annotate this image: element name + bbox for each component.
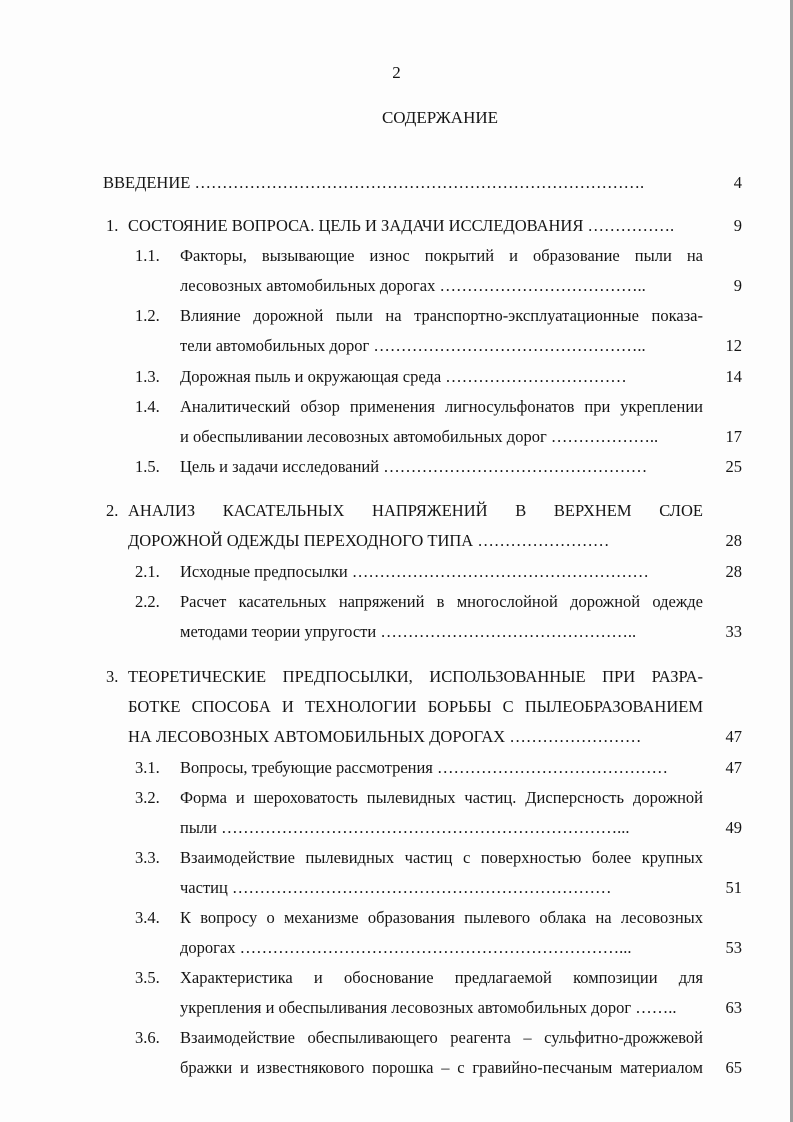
toc-subsection-page: 65 [725,1058,742,1077]
toc-subsection-number: 1.5. [135,457,160,476]
toc-entry-page: 4 [733,173,742,192]
toc-subsection-line: Взаимодействие пылевидных частиц с поверхностью более крупных [180,848,703,867]
toc-subsection-line: тели автомобильных дорог ………………………………………….. [180,336,646,355]
toc-subsection-line: К вопросу о механизме образования пылевого облака на лесовозных [180,908,703,927]
toc-subsection-number: 3.1. [135,758,160,777]
toc-subsection-page: 53 [725,938,742,957]
toc-subsection-number: 2.2. [135,592,160,611]
toc-section-title: ДОРОЖНОЙ ОДЕЖДЫ ПЕРЕХОДНОГО ТИПА …………………… [128,531,610,550]
toc-subsection-line: Влияние дорожной пыли на транспортно-эксплуатационные показа- [180,306,703,325]
toc-subsection-number: 3.4. [135,908,160,927]
toc-section-number: 2. [106,501,119,520]
toc-subsection-number: 1.3. [135,367,160,386]
toc-section-title: БОТКЕ СПОСОБА И ТЕХНОЛОГИИ БОРЬБЫ С ПЫЛЕОБРАЗОВАНИЕМ [128,697,703,716]
toc-subsection-line: Факторы, вызывающие износ покрытий и образование пыли на [180,246,703,265]
toc-subsection-page: 47 [725,758,742,777]
toc-subsection-page: 28 [725,562,742,581]
toc-section-title: НА ЛЕСОВОЗНЫХ АВТОМОБИЛЬНЫХ ДОРОГАХ …………………… [128,727,642,746]
toc-entry-text: ВВЕДЕНИЕ ………………………………………………………………………. [103,173,645,192]
toc-subsection-number: 3.6. [135,1028,160,1047]
toc-subsection-line: Вопросы, требующие рассмотрения …………………………………… [180,758,669,777]
toc-section-page: 47 [725,727,742,746]
toc-subsection-page: 12 [725,336,742,355]
toc-section-number: 1. [106,216,119,235]
toc-subsection-page: 51 [725,878,742,897]
page-number: 2 [392,63,401,82]
toc-section-page: 9 [733,216,742,235]
toc-subsection-number: 3.2. [135,788,160,807]
toc-subsection-page: 9 [733,276,742,295]
toc-subsection-line: Аналитический обзор применения лигносульфонатов при укреплении [180,397,703,416]
toc-subsection-line: Дорожная пыль и окружающая среда …………………………… [180,367,627,386]
toc-section-number: 3. [106,667,119,686]
toc-subsection-number: 1.2. [135,306,160,325]
toc-subsection-page: 63 [725,998,742,1017]
toc-subsection-line: Взаимодействие обеспыливающего реагента – сульфитно-дрожжевой [180,1028,703,1047]
toc-subsection-number: 1.4. [135,397,160,416]
toc-subsection-line: дорогах ……………………………………………………………... [180,938,632,957]
toc-section-title: ТЕОРЕТИЧЕСКИЕ ПРЕДПОСЫЛКИ, ИСПОЛЬЗОВАННЫЕ ПРИ РАЗРА- [128,667,703,686]
toc-subsection-line: Форма и шероховатость пылевидных частиц. Дисперсность дорожной [180,788,703,807]
toc-section-title: СОСТОЯНИЕ ВОПРОСА. ЦЕЛЬ И ЗАДАЧИ ИССЛЕДОВАНИЯ ……………. [128,216,675,235]
toc-subsection-number: 3.3. [135,848,160,867]
toc-subsection-page: 49 [725,818,742,837]
toc-subsection-line: частиц …………………………………………………………… [180,878,612,897]
toc-subsection-line: пыли ………………………………………………………………... [180,818,630,837]
toc-subsection-line: бражки и известнякового порошка – с гравийно-песчаным материалом [180,1058,703,1077]
toc-section-title: АНАЛИЗ КАСАТЕЛЬНЫХ НАПРЯЖЕНИЙ В ВЕРХНЕМ СЛОЕ [128,501,703,520]
toc-subsection-number: 2.1. [135,562,160,581]
toc-subsection-number: 1.1. [135,246,160,265]
toc-subsection-line: Расчет касательных напряжений в многослойной дорожной одежде [180,592,703,611]
toc-section-page: 28 [725,531,742,550]
toc-subsection-page: 14 [725,367,742,386]
toc-title: СОДЕРЖАНИЕ [381,108,499,127]
toc-subsection-page: 25 [725,457,742,476]
toc-subsection-line: лесовозных автомобильных дорогах ……………………………….. [180,276,646,295]
toc-subsection-page: 33 [725,622,742,641]
toc-subsection-line: Цель и задачи исследований ………………………………………… [180,457,648,476]
toc-subsection-line: Исходные предпосылки ……………………………………………… [180,562,649,581]
toc-subsection-line: и обеспыливании лесовозных автомобильных дорог ……………….. [180,427,659,446]
toc-subsection-number: 3.5. [135,968,160,987]
toc-subsection-line: Характеристика и обоснование предлагаемой композиции для [180,968,703,987]
toc-subsection-line: методами теории упругости ……………………………………….. [180,622,637,641]
toc-subsection-line: укрепления и обеспыливания лесовозных автомобильных дорог …….. [180,998,677,1017]
toc-subsection-page: 17 [725,427,742,446]
